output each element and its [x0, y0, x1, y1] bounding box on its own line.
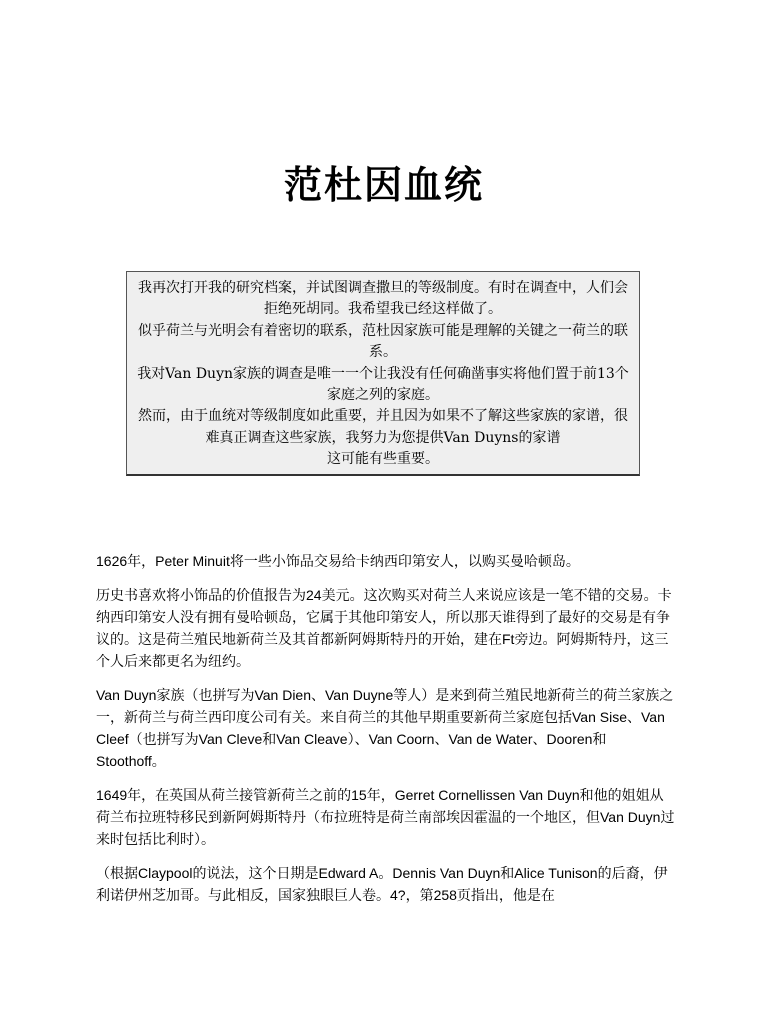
intro-line: 然而，由于血统对等级制度如此重要，并且因为如果不了解这些家族的家谱，很难真正调查这些家族，我努力为您提供Van Duyns的家谱 — [138, 408, 628, 446]
intro-line: 似乎荷兰与光明会有着密切的联系，范杜因家族可能是理解的关键之一荷兰的联系。 — [138, 322, 628, 361]
intro-box — [126, 271, 640, 476]
paragraph: Van Duyn家族（也拼写为Van Dien、Van Duyne等人）是来到荷兰殖民地新荷兰的荷兰家族之一，新荷兰与荷兰西印度公司有关。来自荷兰的其他早期重要新荷兰家庭包括Van Sise、Van Cleef（也拼写为Van Cleve和Van Cleave）、Van Coorn、Van de Water、Dooren和Stoothoff。 — [96, 687, 674, 769]
paragraph: （根据Claypool的说法，这个日期是Edward A。Dennis Van Duyn和Alice Tunison的后裔，伊利诺伊州芝加哥。与此相反，国家独眼巨人卷。4?，第258页指出，他是在 — [96, 865, 668, 903]
intro-line: 我再次打开我的研究档案，并试图调查撒旦的等级制度。有时在调查中，人们会拒绝死胡同。我希望我已经这样做了。 — [138, 280, 628, 318]
page-title: 范杜因血统 — [283, 163, 484, 207]
paragraph: 1626年，Peter Minuit将一些小饰品交易给卡纳西印第安人，以购买曼哈顿岛。 — [96, 553, 580, 569]
paragraph: 历史书喜欢将小饰品的价值报告为24美元。这次购买对荷兰人来说应该是一笔不错的交易。卡纳西印第安人没有拥有曼哈顿岛，它属于其他印第安人，所以那天谁得到了最好的交易是有争议的。这是荷兰殖民地新荷兰及其首都新阿姆斯特丹的开始，建在Ft旁边。阿姆斯特丹，这三个人后来都更名为纽约。 — [96, 587, 672, 669]
intro-line: 我对Van Duyn家族的调查是唯一一个让我没有任何确凿事实将他们置于前13个家庭之列的家庭。 — [137, 365, 629, 404]
intro-line: 这可能有些重要。 — [327, 451, 439, 468]
body-text — [96, 550, 676, 918]
paragraph: 1649年，在英国从荷兰接管新荷兰之前的15年，Gerret Cornellissen Van Duyn和他的姐姐从荷兰布拉班特移民到新阿姆斯特丹（布拉班特是荷兰南部埃因霍温的一个地区，但Van Duyn过来时包括比利时）。 — [96, 787, 675, 847]
